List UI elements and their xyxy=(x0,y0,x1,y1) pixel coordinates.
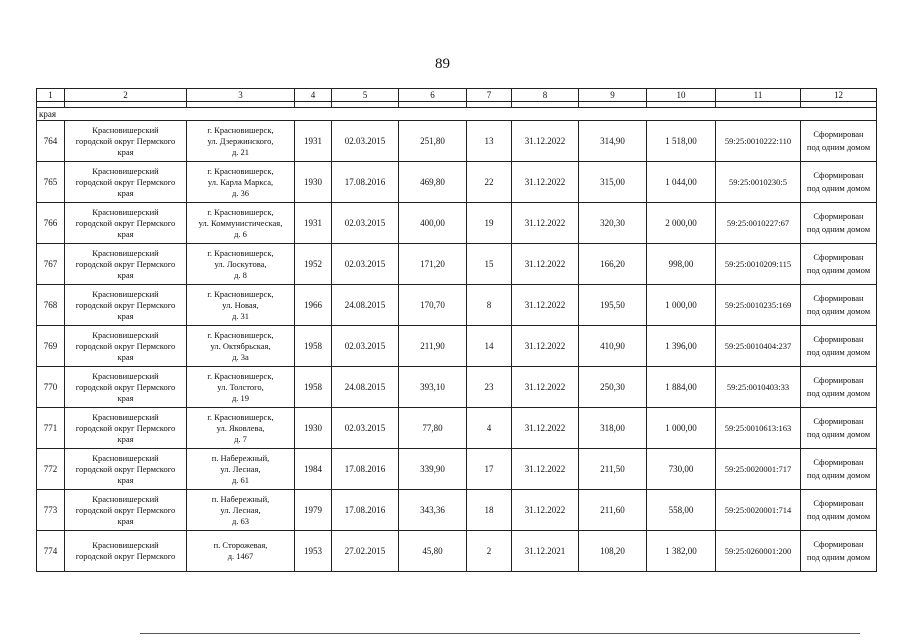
cell-end: 31.12.2022 xyxy=(512,203,579,244)
table-row xyxy=(37,121,877,162)
cell-v9: 108,20 xyxy=(579,531,647,572)
cell-area: 393,10 xyxy=(399,367,467,408)
cell-line: ул. Карла Маркса, xyxy=(207,176,274,187)
cell-line: городской округ Пермского xyxy=(75,258,176,269)
cell-end: 31.12.2022 xyxy=(512,285,579,326)
cell-v10: 1 396,00 xyxy=(647,326,716,367)
cell-line: Сформирован xyxy=(813,211,864,221)
cell-line: д. 3а xyxy=(232,351,249,362)
cell-line: под одним домом xyxy=(806,183,871,193)
cell-line: г. Красновишерск, xyxy=(207,288,274,299)
cell-line: ул. Октябрьская, xyxy=(210,340,271,351)
cell-year: 1979 xyxy=(295,490,332,531)
cell-date: 24.08.2015 xyxy=(332,285,399,326)
cell-line: Сформирован xyxy=(813,293,864,303)
cell-line: г. Красновишерск, xyxy=(207,206,274,217)
cell-addr xyxy=(187,285,295,326)
cell-status xyxy=(801,162,877,203)
cell-n: 766 xyxy=(37,203,65,244)
cell-area: 77,80 xyxy=(399,408,467,449)
cell-line: Сформирован xyxy=(813,375,864,385)
cell-line: Сформирован xyxy=(813,539,864,549)
cell-cad: 59:25:0010230:5 xyxy=(716,162,801,203)
cell-line: Красновишерский xyxy=(92,165,159,176)
cell-year: 1930 xyxy=(295,162,332,203)
column-header: 11 xyxy=(716,89,801,102)
cell-date: 02.03.2015 xyxy=(332,244,399,285)
column-header: 5 xyxy=(332,89,399,102)
cell-area: 251,80 xyxy=(399,121,467,162)
cell-mun xyxy=(65,367,187,408)
cell-n: 772 xyxy=(37,449,65,490)
cell-cad: 59:25:0010404:237 xyxy=(716,326,801,367)
cell-line: г. Красновишерск, xyxy=(207,124,274,135)
cell-cad: 59:25:0010235:169 xyxy=(716,285,801,326)
cell-line: под одним домом xyxy=(806,429,871,439)
cell-line: края xyxy=(117,187,134,198)
table-row xyxy=(37,203,877,244)
table-row xyxy=(37,244,877,285)
cell-count: 19 xyxy=(467,203,512,244)
cell-v10: 1 000,00 xyxy=(647,408,716,449)
cell-v9: 314,90 xyxy=(579,121,647,162)
column-header: 1 xyxy=(37,89,65,102)
cell-v9: 211,60 xyxy=(579,490,647,531)
cell-line: д. 19 xyxy=(231,392,250,403)
cell-date: 02.03.2015 xyxy=(332,121,399,162)
table-row xyxy=(37,326,877,367)
cell-end: 31.12.2021 xyxy=(512,531,579,572)
table-row xyxy=(37,449,877,490)
cell-line: п. Сторожевая, xyxy=(213,540,268,550)
cell-cad: 59:25:0010227:67 xyxy=(716,203,801,244)
cell-end: 31.12.2022 xyxy=(512,408,579,449)
cell-line: д. 6 xyxy=(234,228,247,239)
cell-count: 17 xyxy=(467,449,512,490)
cell-line: под одним домом xyxy=(806,552,871,562)
cell-line: г. Красновишерск, xyxy=(207,247,274,258)
cell-date: 02.03.2015 xyxy=(332,326,399,367)
cell-status xyxy=(801,121,877,162)
column-header: 12 xyxy=(801,89,877,102)
cell-line: Красновишерский xyxy=(92,288,159,299)
cell-addr xyxy=(187,326,295,367)
table-row xyxy=(37,367,877,408)
cell-count: 2 xyxy=(467,531,512,572)
cell-cad: 59:25:0010209:115 xyxy=(716,244,801,285)
cell-line: г. Красновишерск, xyxy=(207,411,274,422)
cell-status xyxy=(801,408,877,449)
cell-area: 400,00 xyxy=(399,203,467,244)
region-label: края xyxy=(37,108,877,121)
cell-line: г. Красновишерск, xyxy=(207,165,274,176)
bottom-rule xyxy=(140,633,860,634)
cell-line: ул. Новая, xyxy=(222,299,259,310)
table-row xyxy=(37,162,877,203)
cell-line: городской округ Пермского xyxy=(75,551,176,561)
cell-count: 14 xyxy=(467,326,512,367)
cell-v10: 998,00 xyxy=(647,244,716,285)
cell-line: края xyxy=(117,146,134,157)
cell-addr xyxy=(187,244,295,285)
cell-v9: 211,50 xyxy=(579,449,647,490)
cell-line: ул. Дзержинского, xyxy=(207,135,274,146)
cell-line: Сформирован xyxy=(813,170,864,180)
cell-line: д. 7 xyxy=(234,433,247,444)
cell-line: края xyxy=(117,351,134,362)
cell-v9: 318,00 xyxy=(579,408,647,449)
cell-line: городской округ Пермского xyxy=(75,299,176,310)
cell-mun xyxy=(65,531,187,572)
cell-cad: 59:25:0020001:717 xyxy=(716,449,801,490)
cell-date: 17.08.2016 xyxy=(332,162,399,203)
cell-year: 1958 xyxy=(295,326,332,367)
cell-line: под одним домом xyxy=(806,142,871,152)
cell-mun xyxy=(65,449,187,490)
cell-line: Красновишерский xyxy=(92,493,159,504)
cell-area: 45,80 xyxy=(399,531,467,572)
housing-registry-table xyxy=(36,88,877,572)
cell-addr xyxy=(187,408,295,449)
cell-date: 02.03.2015 xyxy=(332,203,399,244)
cell-n: 773 xyxy=(37,490,65,531)
cell-line: д. 21 xyxy=(231,146,250,157)
cell-line: Сформирован xyxy=(813,252,864,262)
column-number-header-row xyxy=(37,89,877,102)
cell-year: 1930 xyxy=(295,408,332,449)
cell-status xyxy=(801,203,877,244)
cell-line: городской округ Пермского xyxy=(75,463,176,474)
cell-cad: 59:25:0020001:714 xyxy=(716,490,801,531)
cell-v9: 195,50 xyxy=(579,285,647,326)
cell-line: края xyxy=(117,433,134,444)
cell-date: 17.08.2016 xyxy=(332,490,399,531)
cell-line: г. Красновишерск, xyxy=(207,329,274,340)
cell-line: городской округ Пермского xyxy=(75,422,176,433)
cell-line: д. 8 xyxy=(234,269,247,280)
cell-line: под одним домом xyxy=(806,470,871,480)
cell-line: Красновишерский xyxy=(92,247,159,258)
cell-line: ул. Лесная, xyxy=(220,463,261,474)
cell-end: 31.12.2022 xyxy=(512,449,579,490)
cell-year: 1931 xyxy=(295,121,332,162)
cell-date: 27.02.2015 xyxy=(332,531,399,572)
cell-line: под одним домом xyxy=(806,388,871,398)
column-header: 4 xyxy=(295,89,332,102)
table-body xyxy=(37,89,877,572)
cell-count: 22 xyxy=(467,162,512,203)
cell-area: 343,36 xyxy=(399,490,467,531)
cell-mun xyxy=(65,244,187,285)
cell-count: 23 xyxy=(467,367,512,408)
cell-mun xyxy=(65,162,187,203)
cell-end: 31.12.2022 xyxy=(512,244,579,285)
cell-line: ул. Коммунистическая, xyxy=(198,217,283,228)
cell-line: городской округ Пермского xyxy=(75,340,176,351)
cell-v10: 1 884,00 xyxy=(647,367,716,408)
cell-line: Красновишерский xyxy=(92,540,159,550)
cell-status xyxy=(801,531,877,572)
cell-n: 770 xyxy=(37,367,65,408)
page-number: 89 xyxy=(435,56,450,72)
cell-mun xyxy=(65,408,187,449)
cell-addr xyxy=(187,203,295,244)
cell-line: д. 63 xyxy=(231,515,250,526)
cell-line: п. Набережный, xyxy=(211,452,270,463)
column-header: 2 xyxy=(65,89,187,102)
cell-v9: 166,20 xyxy=(579,244,647,285)
cell-n: 774 xyxy=(37,531,65,572)
cell-area: 170,70 xyxy=(399,285,467,326)
cell-status xyxy=(801,244,877,285)
cell-mun xyxy=(65,490,187,531)
cell-line: ул. Яковлева, xyxy=(216,422,265,433)
cell-status xyxy=(801,285,877,326)
cell-cad: 59:25:0010222:110 xyxy=(716,121,801,162)
cell-line: Сформирован xyxy=(813,498,864,508)
cell-area: 171,20 xyxy=(399,244,467,285)
cell-line: д. 61 xyxy=(231,474,250,485)
cell-line: под одним домом xyxy=(806,224,871,234)
column-header: 10 xyxy=(647,89,716,102)
cell-date: 02.03.2015 xyxy=(332,408,399,449)
column-header: 3 xyxy=(187,89,295,102)
cell-count: 4 xyxy=(467,408,512,449)
cell-line: края xyxy=(117,269,134,280)
column-header: 6 xyxy=(399,89,467,102)
cell-line: под одним домом xyxy=(806,265,871,275)
cell-line: д. 31 xyxy=(231,310,250,321)
cell-status xyxy=(801,449,877,490)
cell-line: Красновишерский xyxy=(92,411,159,422)
cell-line: городской округ Пермского xyxy=(75,381,176,392)
column-header: 7 xyxy=(467,89,512,102)
cell-end: 31.12.2022 xyxy=(512,326,579,367)
cell-v10: 1 044,00 xyxy=(647,162,716,203)
cell-v10: 1 518,00 xyxy=(647,121,716,162)
table-row xyxy=(37,408,877,449)
cell-v10: 1 382,00 xyxy=(647,531,716,572)
cell-area: 469,80 xyxy=(399,162,467,203)
cell-v9: 250,30 xyxy=(579,367,647,408)
cell-count: 18 xyxy=(467,490,512,531)
cell-count: 15 xyxy=(467,244,512,285)
cell-v10: 2 000,00 xyxy=(647,203,716,244)
cell-line: ул. Толстого, xyxy=(217,381,264,392)
cell-mun xyxy=(65,285,187,326)
cell-n: 767 xyxy=(37,244,65,285)
cell-n: 764 xyxy=(37,121,65,162)
region-continuation-row xyxy=(37,108,877,121)
cell-line: д. 1467 xyxy=(227,551,254,561)
cell-date: 17.08.2016 xyxy=(332,449,399,490)
cell-line: ул. Лесная, xyxy=(220,504,261,515)
cell-count: 8 xyxy=(467,285,512,326)
cell-line: под одним домом xyxy=(806,306,871,316)
cell-year: 1952 xyxy=(295,244,332,285)
cell-line: городской округ Пермского xyxy=(75,504,176,515)
cell-year: 1931 xyxy=(295,203,332,244)
cell-year: 1966 xyxy=(295,285,332,326)
table-row xyxy=(37,285,877,326)
table-row xyxy=(37,531,877,572)
cell-status xyxy=(801,326,877,367)
cell-date: 24.08.2015 xyxy=(332,367,399,408)
cell-v9: 315,00 xyxy=(579,162,647,203)
cell-year: 1953 xyxy=(295,531,332,572)
cell-line: края xyxy=(117,228,134,239)
cell-mun xyxy=(65,203,187,244)
cell-line: края xyxy=(117,474,134,485)
cell-line: Красновишерский xyxy=(92,124,159,135)
cell-addr xyxy=(187,490,295,531)
cell-line: края xyxy=(117,392,134,403)
cell-line: Сформирован xyxy=(813,334,864,344)
cell-line: ул. Лоскутова, xyxy=(214,258,267,269)
cell-line: Красновишерский xyxy=(92,452,159,463)
cell-line: под одним домом xyxy=(806,511,871,521)
cell-status xyxy=(801,367,877,408)
cell-cad: 59:25:0260001:200 xyxy=(716,531,801,572)
cell-line: п. Набережный, xyxy=(211,493,270,504)
cell-addr xyxy=(187,121,295,162)
cell-addr xyxy=(187,367,295,408)
column-header: 8 xyxy=(512,89,579,102)
column-header: 9 xyxy=(579,89,647,102)
cell-addr xyxy=(187,449,295,490)
cell-v9: 410,90 xyxy=(579,326,647,367)
cell-line: городской округ Пермского xyxy=(75,217,176,228)
cell-line: г. Красновишерск, xyxy=(207,370,274,381)
cell-line: Красновишерский xyxy=(92,370,159,381)
cell-n: 768 xyxy=(37,285,65,326)
cell-v9: 320,30 xyxy=(579,203,647,244)
cell-line: края xyxy=(117,310,134,321)
cell-mun xyxy=(65,121,187,162)
cell-end: 31.12.2022 xyxy=(512,490,579,531)
cell-year: 1958 xyxy=(295,367,332,408)
cell-line: края xyxy=(117,515,134,526)
cell-addr xyxy=(187,531,295,572)
cell-line: городской округ Пермского xyxy=(75,135,176,146)
cell-line: Сформирован xyxy=(813,129,864,139)
cell-addr xyxy=(187,162,295,203)
cell-status xyxy=(801,490,877,531)
cell-end: 31.12.2022 xyxy=(512,367,579,408)
cell-line: городской округ Пермского xyxy=(75,176,176,187)
cell-year: 1984 xyxy=(295,449,332,490)
cell-count: 13 xyxy=(467,121,512,162)
cell-n: 769 xyxy=(37,326,65,367)
cell-v10: 558,00 xyxy=(647,490,716,531)
cell-line: под одним домом xyxy=(806,347,871,357)
cell-line: д. 36 xyxy=(231,187,250,198)
cell-v10: 730,00 xyxy=(647,449,716,490)
cell-v10: 1 000,00 xyxy=(647,285,716,326)
table-row xyxy=(37,490,877,531)
cell-line: Сформирован xyxy=(813,416,864,426)
cell-cad: 59:25:0010403:33 xyxy=(716,367,801,408)
cell-line: Красновишерский xyxy=(92,206,159,217)
cell-end: 31.12.2022 xyxy=(512,162,579,203)
cell-mun xyxy=(65,326,187,367)
cell-line: Сформирован xyxy=(813,457,864,467)
cell-line: Красновишерский xyxy=(92,329,159,340)
cell-n: 765 xyxy=(37,162,65,203)
cell-n: 771 xyxy=(37,408,65,449)
cell-end: 31.12.2022 xyxy=(512,121,579,162)
cell-area: 339,90 xyxy=(399,449,467,490)
cell-cad: 59:25:0010613:163 xyxy=(716,408,801,449)
cell-area: 211,90 xyxy=(399,326,467,367)
